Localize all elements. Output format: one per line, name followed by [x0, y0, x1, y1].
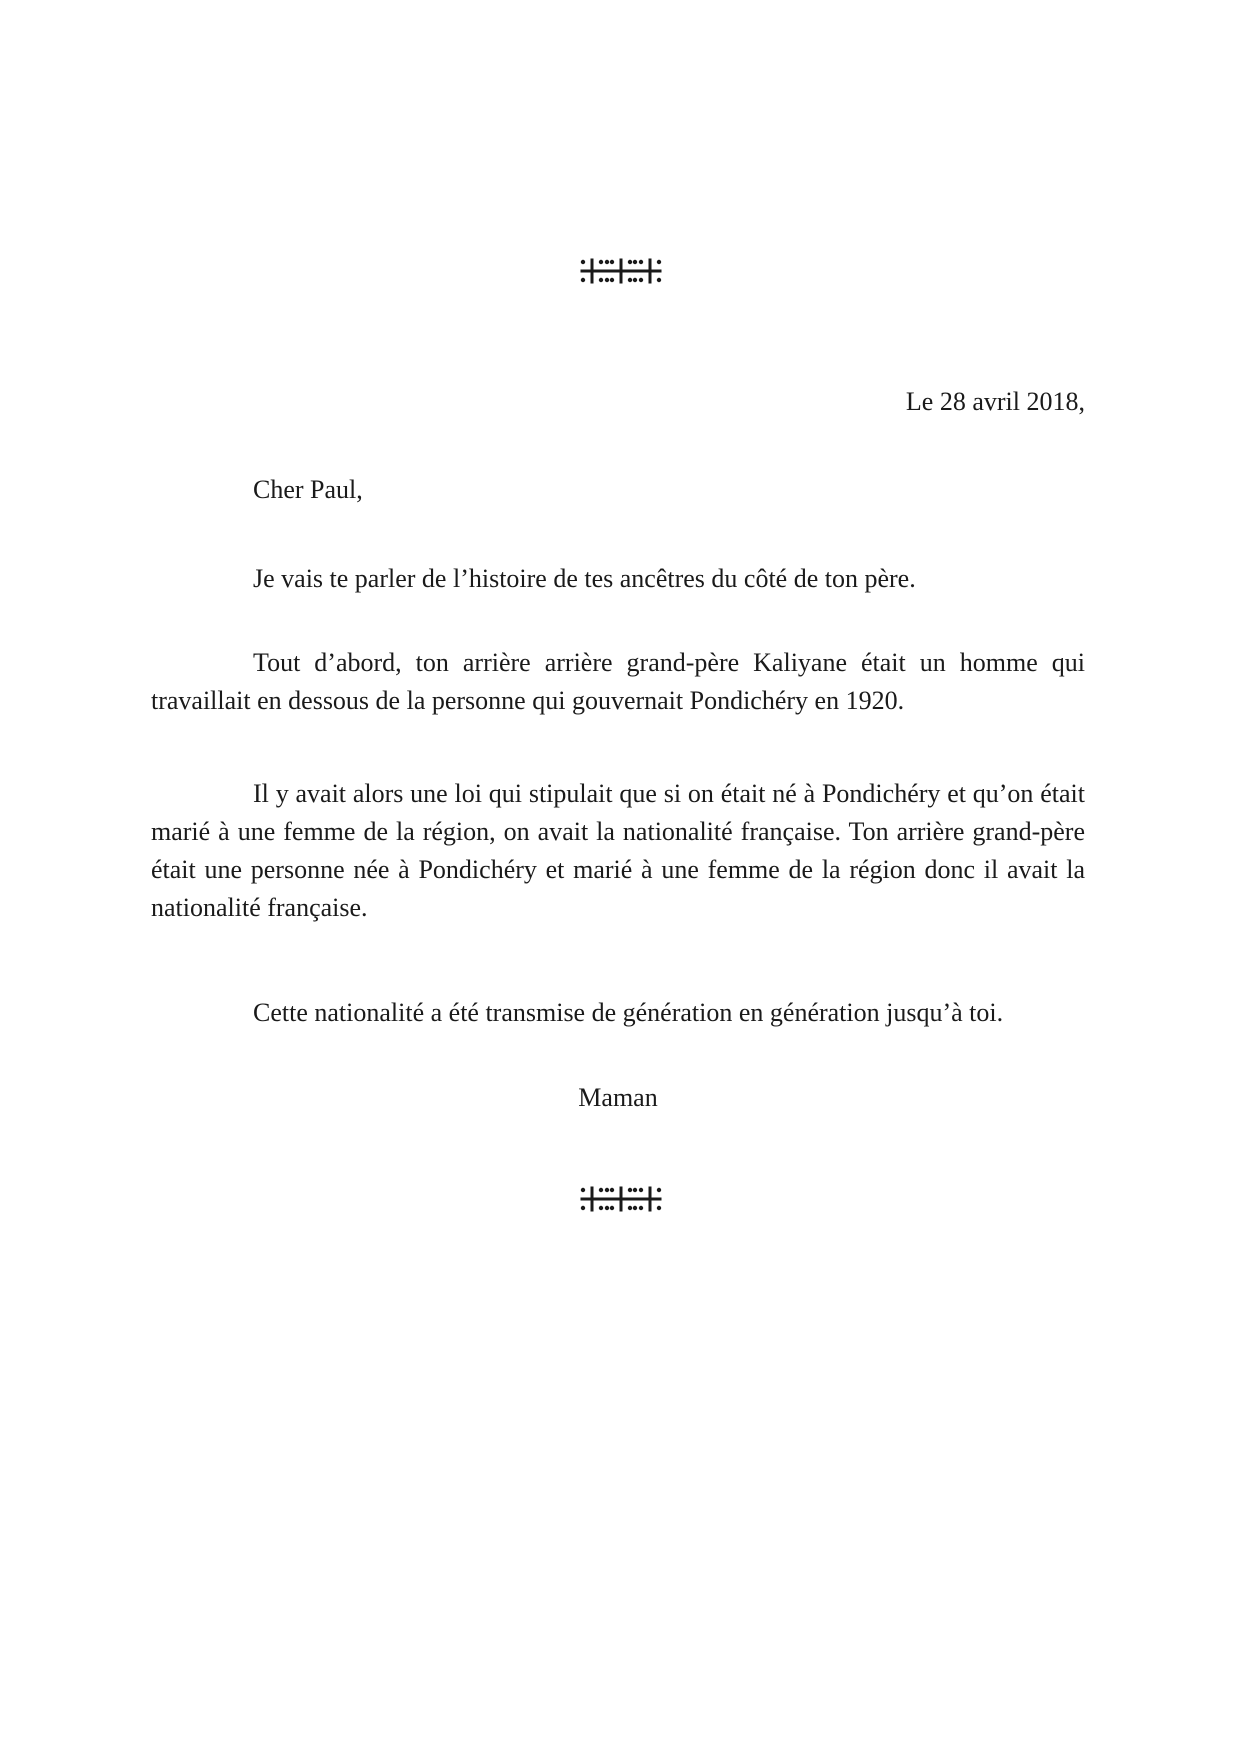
bottom-ornament-icon [0, 1186, 1241, 1217]
paragraph-1: Je vais te parler de l’histoire de tes ancêtres du côté de ton père. [253, 564, 916, 593]
paragraph-4: Cette nationalité a été transmise de génération en génération jusqu’à toi. [253, 998, 1004, 1027]
letter-date: Le 28 avril 2018, [905, 387, 1085, 416]
paragraph-2: Tout d’abord, ton arrière arrière grand-père Kaliyane était un homme qui travaillait en dessous de la personne qui gouvernait Pondichéry en 1920. [151, 648, 1085, 715]
letter-salutation: Cher Paul, [253, 475, 363, 504]
knot-ornament-icon [580, 258, 662, 284]
paragraph-3: Il y avait alors une loi qui stipulait que si on était né à Pondichéry et qu’on était marié à une femme de la région, on avait la nationalité française. Ton arrière grand-père était une personne née à Pondichéry et marié à une femme de la région donc il avait la nationalité française. [151, 779, 1085, 922]
top-ornament-icon [0, 258, 1241, 289]
knot-ornament-icon [580, 1186, 662, 1212]
letter-signature: Maman [578, 1083, 658, 1112]
